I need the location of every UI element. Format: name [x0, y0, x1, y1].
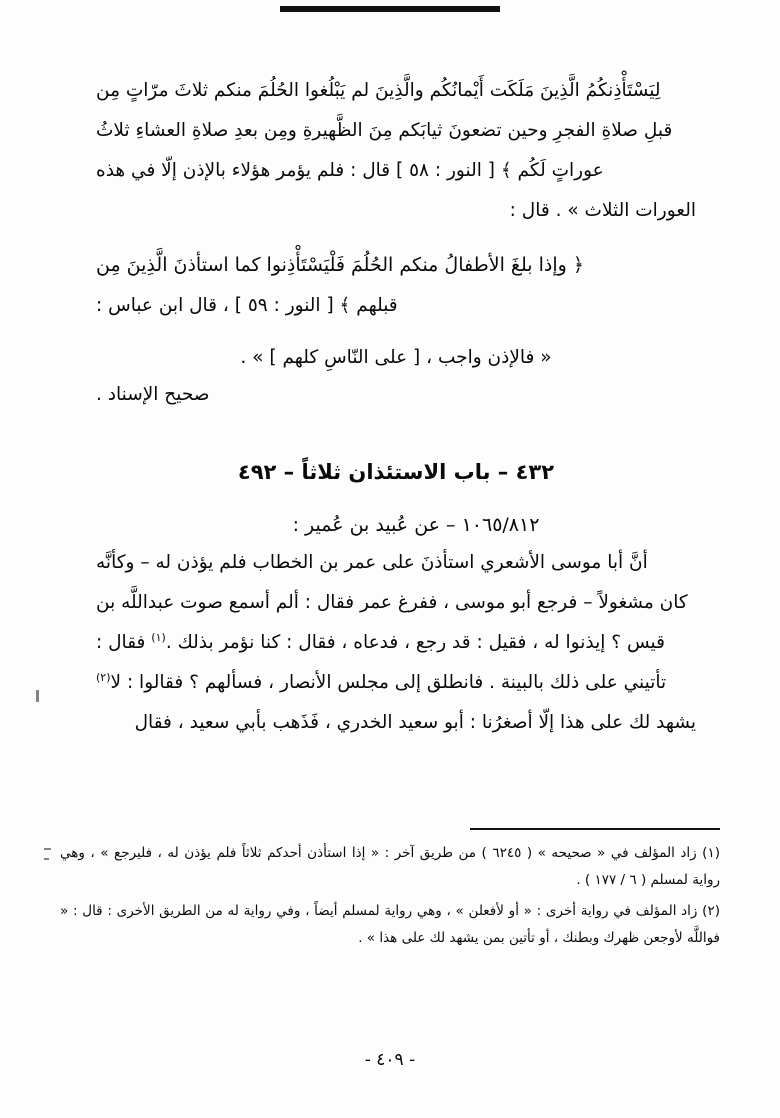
quran-quote-line: ﴿ وإذا بلغَ الأطفالُ منكم الحُلُمَ فَلْيَسْتَأْذِنوا كما استأذنَ الَّذِينَ مِن — [96, 253, 584, 276]
top-rule-ornament — [280, 6, 500, 12]
paragraph-spacer — [96, 232, 696, 246]
isnad-note: صحيح الإسناد . — [96, 384, 210, 406]
scan-artifact-mark — [44, 848, 51, 850]
quran-quote-line: قبلهم ﴾ [ النور : ٥٩ ] ، قال ابن عباس : — [96, 294, 398, 316]
chapter-heading: ٤٣٢ – باب الاستئذان ثلاثاً – ٤٩٢ — [237, 460, 555, 485]
hadith-line — [96, 624, 696, 662]
hadith-line-text: تأتيني على ذلك بالبينة . فانطلق إلى مجلس الأنصار ، فسألهم ؟ فقالوا : لا — [110, 671, 667, 693]
footnotes-section — [60, 828, 720, 956]
hadith-line: يشهد لك على هذا إلّا أصغرُنا : أبو سعيد الخدري ، فَذَهب بأبي سعيد ، فقال — [134, 711, 696, 733]
footnote-item: (٢) زاد المؤلف في رواية أخرى : « أو لأفعلن » ، وهي رواية لمسلم أيضاً ، وفي رواية له من الطريق الأخرى : قال : « فواللَّه لأوجعن ظهرك وبطنك ، أو تأتين بمن يشهد لك على هذا » . — [60, 902, 720, 946]
section-spacer — [96, 414, 696, 454]
page-body — [96, 72, 696, 744]
footnote-marker-2[interactable]: (٢) — [96, 670, 111, 684]
verse-line: العورات الثلاث » . قال : — [509, 199, 696, 221]
footnote-marker-1[interactable]: (١) — [151, 630, 166, 644]
ibn-abbas-quote: « فالإذن واجب ، [ على النّاسِ كلهم ] » . — [240, 346, 552, 368]
verse-line: قبلِ صلاةِ الفجرِ وحين تضعونَ ثيابَكم مِنَ الظَّهيرةِ ومِن بعدِ صلاةِ العشاءِ ثلاثُ — [96, 119, 673, 141]
verse-line: لِيَسْتَأْذِنكُمُ الَّذِينَ مَلَكَت أَيْمانُكُم والَّذِينَ لم يَبْلُغوا الحُلُمَ منكم ثلاثَ مرّاتٍ مِن — [96, 80, 661, 101]
section-spacer — [96, 492, 696, 506]
hadith-line-text: قيس ؟ إيذنوا له ، فقيل : قد رجع ، فدعاه ، فقال : كنا نؤمر بذلك . — [165, 632, 665, 654]
hadith-line: أنَّ أبا موسى الأشعري استأذنَ على عمر بن الخطاب فلم يؤذن له – وكأنَّه — [96, 552, 648, 574]
hadith-number: ١٠٦٥/٨١٢ – عن عُبيد بن عُمير : — [292, 514, 540, 537]
verse-line: عوراتٍ لَكُم ﴾ [ النور : ٥٨ ] قال : فلم يؤمر هؤلاء بالإذن إلّا في هذه — [96, 159, 604, 181]
footnote-item: (١) زاد المؤلف في « صحيحه » ( ٦٢٤٥ ) من طريق آخر : « إذا استأذن أحدكم ثلاثاً فلم يؤذن له ، فليرجع » ، وهي رواية لمسلم ( ٦ / ١٧٧ ) . — [60, 844, 720, 888]
scan-artifact-mark — [36, 690, 39, 702]
hadith-line — [96, 664, 696, 702]
scan-artifact-mark — [44, 858, 49, 860]
hadith-line-tail: فقال : — [96, 632, 146, 654]
footnote-separator — [470, 828, 720, 830]
page-number: - ٤٠٩ - — [364, 1050, 416, 1070]
paragraph-spacer — [96, 325, 696, 339]
hadith-line: كان مشغولاً – فرجع أبو موسى ، ففرغ عمر فقال : ألم أسمع صوت عبداللَّه بن — [96, 592, 688, 614]
